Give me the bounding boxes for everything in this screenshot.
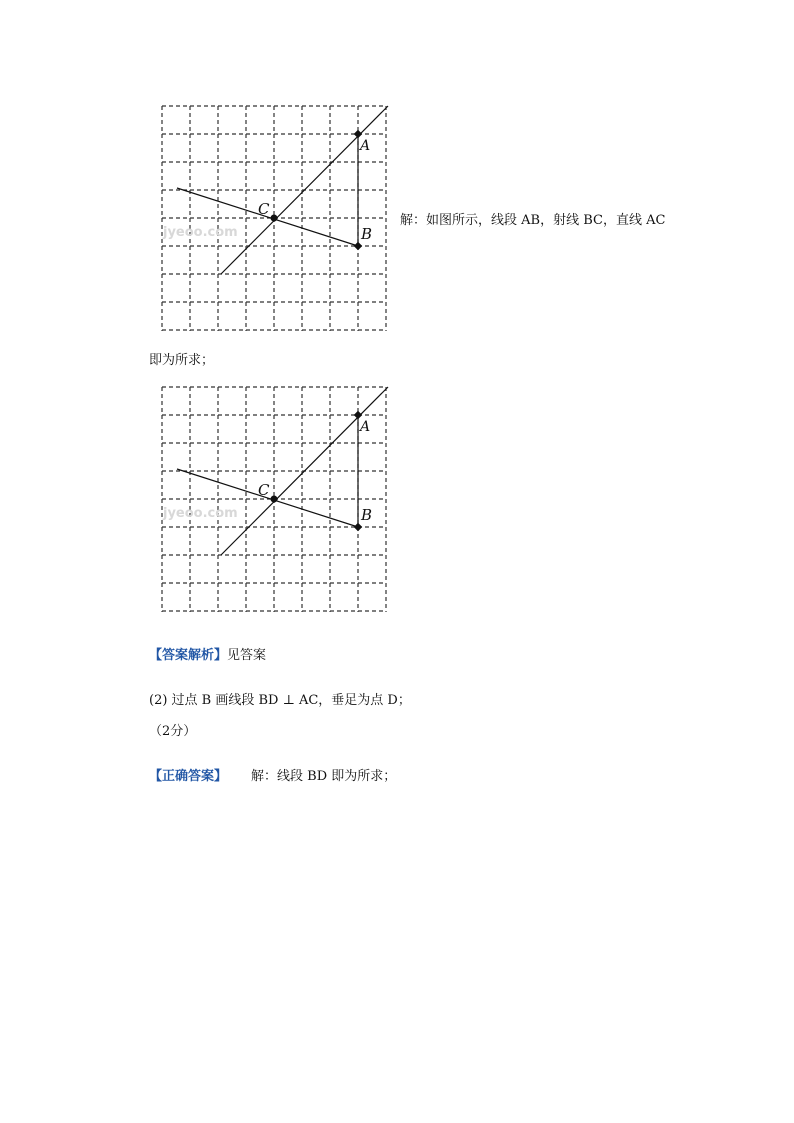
point-a bbox=[354, 130, 362, 138]
point-c bbox=[271, 215, 278, 222]
analysis-line bbox=[149, 647, 266, 665]
label-c: C bbox=[258, 481, 270, 499]
analysis-tag: 【答案解析】 bbox=[149, 648, 228, 663]
point-b bbox=[354, 523, 362, 531]
figure-1 bbox=[150, 98, 400, 338]
answer-text: 解：线段 BD 即为所求； bbox=[251, 769, 397, 784]
watermark: jyeoo.com bbox=[163, 506, 238, 521]
label-b: B bbox=[361, 506, 373, 524]
solution-text: 解：如图所示，线段 AB，射线 BC，直线 AC bbox=[400, 213, 666, 228]
label-a: A bbox=[360, 138, 371, 154]
question-2-score: （2分） bbox=[149, 724, 197, 739]
point-c bbox=[271, 496, 278, 503]
solution-continuation: 即为所求； bbox=[149, 353, 215, 368]
answer-line bbox=[149, 768, 396, 786]
figure-2 bbox=[150, 379, 400, 619]
label-a: A bbox=[360, 419, 371, 435]
point-b bbox=[354, 242, 362, 250]
analysis-text: 见答案 bbox=[227, 648, 267, 663]
geometry-figure-1 bbox=[150, 98, 400, 338]
point-a bbox=[354, 411, 362, 419]
label-c: C bbox=[258, 200, 270, 218]
answer-tag: 【正确答案】 bbox=[149, 769, 228, 784]
geometry-figure-2 bbox=[150, 379, 400, 619]
watermark: jyeoo.com bbox=[163, 225, 238, 240]
question-2: (2) 过点 B 画线段 BD ⊥ AC，垂足为点 D； bbox=[149, 693, 411, 708]
label-b: B bbox=[361, 225, 373, 243]
